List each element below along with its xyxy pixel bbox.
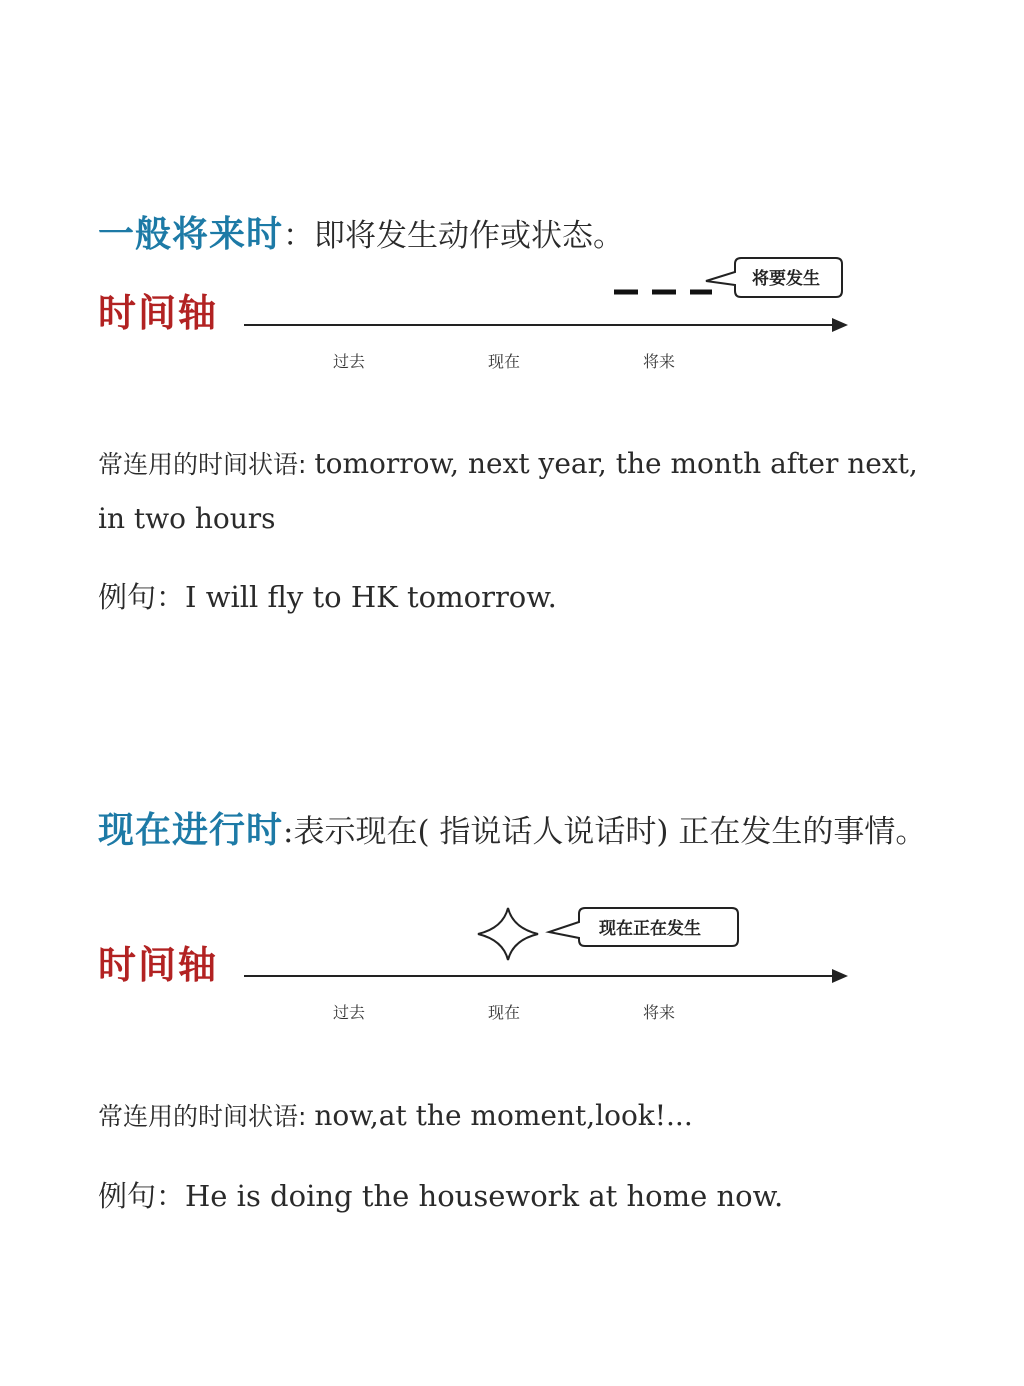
present-tick-now: 现在 [488,1003,521,1022]
present-adverbials-text: now,at the moment,look!... [314,1099,693,1132]
present-continuous-example [98,1174,783,1215]
future-simple-definition: ：即将发生动作或状态。 [283,218,625,254]
star-icon [478,908,538,960]
future-adverbials-text: tomorrow, next year, the month after next, in two hours [98,447,918,535]
future-adverbials-label: 常连用的时间状语: [98,450,315,479]
present-tick-past: 过去 [333,1003,366,1022]
present-callout-text: 现在正在发生 [599,919,701,939]
present-adverbials-label: 常连用的时间状语: [98,1102,315,1131]
present-example-sentence: He is doing the housework at home now. [185,1179,784,1213]
present-continuous-timeline-label: 时间轴 [98,943,219,987]
present-continuous-definition: :表示现在( 指说话人说话时) 正在发生的事情。 [283,814,927,850]
present-tick-future: 将来 [643,1003,676,1022]
timeline-arrowhead-icon [832,969,848,983]
present-example-label: 例句： [98,1179,186,1213]
future-simple-title: 一般将来时 [98,214,284,255]
present-continuous-adverbials [98,1089,934,1144]
future-callout-text: 将要发生 [752,269,820,289]
future-tick-future: 将来 [643,352,676,371]
future-simple-timeline-label: 时间轴 [98,291,219,335]
future-example-sentence: I will fly to HK tomorrow. [185,580,557,614]
present-continuous-title: 现在进行时 [98,810,284,851]
future-tick-now: 现在 [488,352,521,371]
future-example-label: 例句： [98,580,186,614]
future-tick-past: 过去 [333,352,366,371]
